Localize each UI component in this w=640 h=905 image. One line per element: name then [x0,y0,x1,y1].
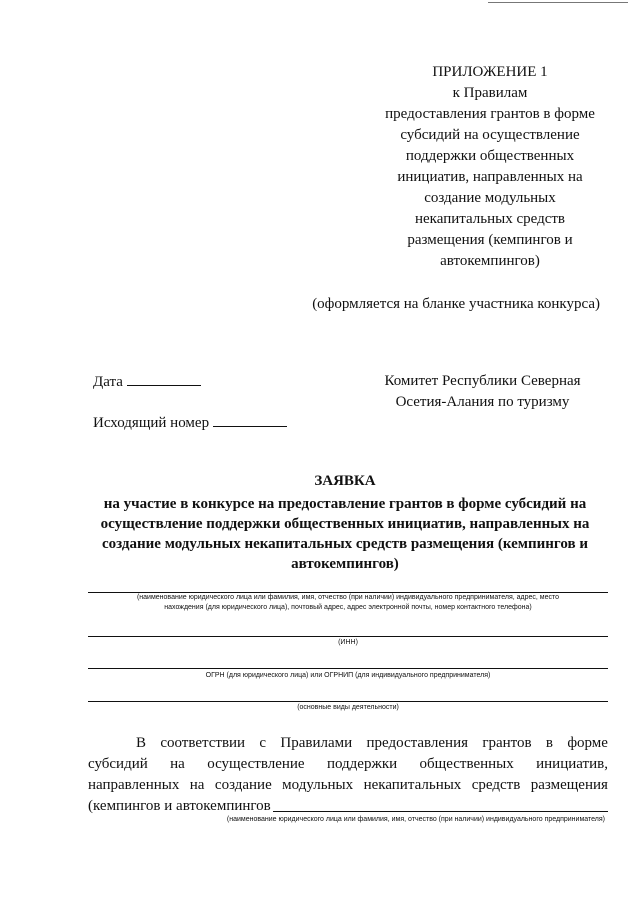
appendix-line: субсидий на осуществление [400,127,580,143]
applicant-caption: (наименование юридического лица или фамилия, имя, отчество (при наличии) индивидуального предпринимателя, адрес, место [136,594,560,601]
appendix-line: размещения (кемпингов и [407,232,573,248]
application-subtitle-line: автокемпингов) [291,556,399,572]
appendix-line: предоставления грантов в форме [385,106,595,122]
appendix-line: некапитальных средств [414,211,565,227]
application-title-block [80,471,610,574]
application-subtitle-line: создание модульных некапитальных средств размещения (кемпингов и [102,536,588,552]
date-field [93,371,201,391]
form-note: (оформляется на бланке участника конкурса) [312,296,600,312]
word: с [259,735,267,751]
addressee [360,371,605,413]
appendix-line: инициатив, направленных на [397,169,583,185]
application-subtitle-line: осуществление поддержки общественных инициатив, направленных на [100,516,590,532]
body-paragraph [88,733,608,817]
paragraph-line-3 [88,775,608,796]
appendix-line: создание модульных [424,190,556,206]
paragraph-line-2 [88,754,608,775]
word: грантов [482,735,532,751]
word: создание [214,777,272,793]
activities-line[interactable] [88,701,608,702]
word: поддержки [326,756,398,772]
appendix-line: поддержки общественных [405,148,575,164]
word: инициатив, [536,756,608,772]
word: предоставления [366,735,468,751]
outgoing-number-field [93,412,287,432]
paragraph-line-1 [88,733,608,754]
word: модульных [282,777,354,793]
word: форме [567,735,608,751]
date-blank[interactable] [127,371,201,386]
word: субсидий [88,756,148,772]
applicant-caption-2: нахождения (для юридического лица), почтовый адрес, адрес электронной почты, номер контактного телефона) [164,604,532,611]
word: средств [471,777,521,793]
inn-caption: (ИНН) [338,639,358,646]
ogrn-caption: ОГРН (для юридического лица) или ОГРНИП (для индивидуального предпринимателя) [205,672,491,679]
top-rule [488,2,628,3]
appendix-line: к Правилам [452,85,528,101]
word: общественных [419,756,514,772]
word: некапитальных [363,777,462,793]
ogrn-line[interactable] [88,668,608,669]
outgoing-number-blank[interactable] [213,412,287,427]
word: на [170,756,185,772]
addressee-line: Осетия-Алания по туризму [395,394,570,410]
appendix-heading: ПРИЛОЖЕНИЕ 1 [432,64,548,80]
word: в [545,735,553,751]
date-label: Дата [93,374,123,390]
word: Правилами [280,735,353,751]
paragraph-tail: (кемпингов и автокемпингов [88,798,271,814]
outgoing-number-label: Исходящий номер [93,415,210,431]
appendix-line: автокемпингов) [440,253,540,269]
applicant-name-blank[interactable] [273,796,608,812]
word: осуществление [207,756,305,772]
paragraph-line-4 [88,796,608,817]
word: направленных [88,777,180,793]
word: размещения [530,777,608,793]
appendix-block [360,62,620,272]
application-subtitle-line: на участие в конкурсе на предоставление грантов в форме субсидий на [103,496,587,512]
application-title: ЗАЯВКА [314,473,376,489]
word: соответствии [160,735,246,751]
activities-caption: (основные виды деятельности) [297,704,399,711]
bottom-caption: (наименование юридического лица или фамилия, имя, отчество (при наличии) индивидуального предпринимателя) [226,816,605,823]
inn-line[interactable] [88,636,608,637]
word: на [189,777,205,793]
addressee-line: Комитет Республики Северная [384,373,581,389]
word: В [136,735,147,751]
